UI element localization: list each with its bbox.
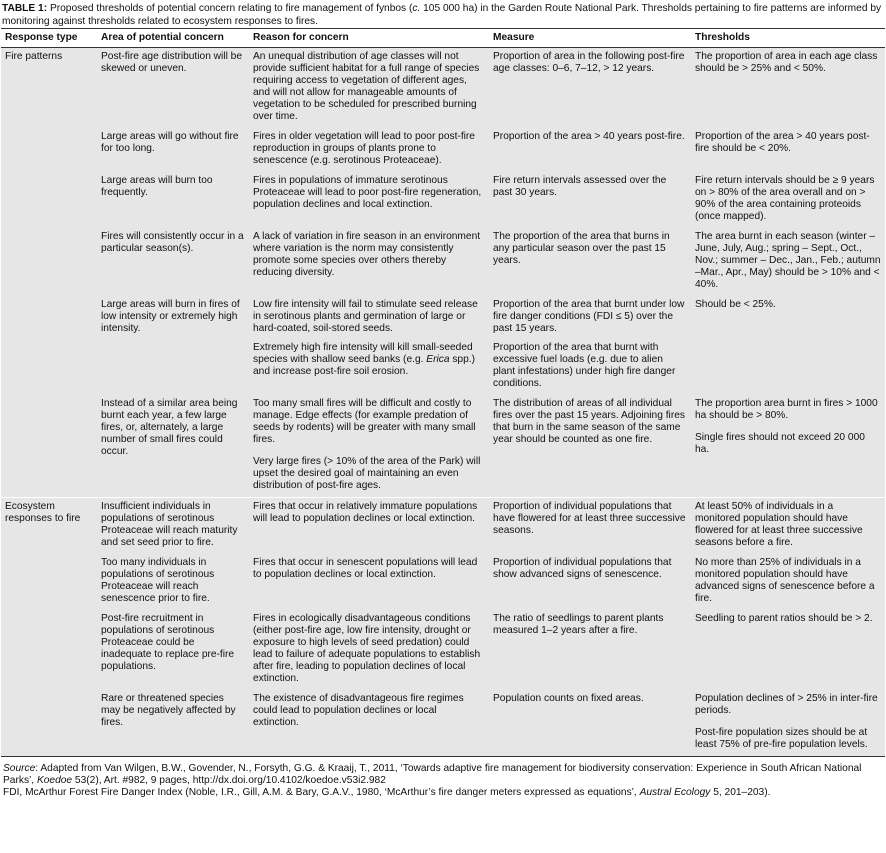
fire-thresholds-table — [1, 28, 885, 756]
table-row — [1, 395, 885, 498]
measure-cell: Proportion of the area that burnt with excessive fuel loads (e.g. due to alien plant infestations) under high fire danger conditions. — [489, 340, 691, 395]
area-cell: Large areas will burn in fires of low intensity or extremely high intensity. — [97, 296, 249, 340]
area-cell: Large areas will go without fire for too long. — [97, 128, 249, 172]
measure-cell: Population counts on fixed areas. — [489, 690, 691, 756]
source-note: Source: Adapted from Van Wilgen, B.W., Govender, N., Forsyth, G.G. & Kraaij, T., 2011, ‘Towards adaptive fire management for biodiversity conservation: Experience in South African National Parks’, Koedoe 53(2), Art. #982, 9 pages, http://dx.doi.org/10.4102/koedoe.v53i2.982 — [3, 763, 862, 786]
group-ecosystem-responses — [1, 498, 885, 757]
area-cell: Insufficient individuals in populations of serotinous Proteaceae will reach maturity and set seed prior to fire. — [97, 498, 249, 555]
threshold-cell: At least 50% of individuals in a monitored population should have flowered for at least three successive seasons before a fire. — [691, 498, 885, 555]
measure-cell: Fire return intervals assessed over the past 30 years. — [489, 172, 691, 228]
group-fire-patterns — [1, 48, 885, 498]
area-cell — [97, 340, 249, 395]
reason-cell: Fires that occur in relatively immature populations will lead to population declines or local extinction. — [249, 498, 489, 555]
reason-cell: Too many small fires will be difficult and costly to manage. Edge effects (for example predation of seeds by rodents) will be greater with many small fires. Very large fires (> 10% of the area of the Park) will upset the desired goal of maintaining an even distribution of post-fire ages. — [249, 395, 489, 498]
threshold-cell: Fire return intervals should be ≥ 9 years on > 80% of the area overall and on > 90% of the area containing proteoids (once mapped). — [691, 172, 885, 228]
table-row — [1, 128, 885, 172]
caption-text: Proposed thresholds of potential concern relating to fire management of fynbos ( — [49, 3, 413, 14]
reason-cell: The existence of disadvantageous fire regimes could lead to population declines or local extinction. — [249, 690, 489, 756]
header-thresholds: Thresholds — [691, 29, 885, 48]
reason-cell: An unequal distribution of age classes will not provide sufficient habitat for a full range of species requiring access to vegetation of different ages, and will not allow for manageable amounts of vegetation to be scheduled for prescribed burning over time. — [249, 48, 489, 129]
table-row — [1, 48, 885, 129]
reason-cell: A lack of variation in fire season in an environment where variation is the norm may consistently promote some species over others thereby reducing diversity. — [249, 228, 489, 296]
reason-cell: Fires in populations of immature serotinous Proteaceae will lead to poor post-fire regeneration, population declines and local extinction. — [249, 172, 489, 228]
measure-cell: Proportion of the area that burnt under low fire danger conditions (FDI ≤ 5) over the past 15 years. — [489, 296, 691, 340]
area-cell: Post-fire age distribution will be skewed or uneven. — [97, 48, 249, 129]
caption-italic: c. — [412, 3, 421, 14]
table-row — [1, 690, 885, 756]
response-type-cell: Ecosystem responses to fire — [1, 498, 97, 555]
table-row — [1, 172, 885, 228]
header-reason: Reason for concern — [249, 29, 489, 48]
measure-cell: The ratio of seedlings to parent plants measured 1–2 years after a fire. — [489, 610, 691, 690]
genus-name: Erica — [426, 354, 450, 365]
threshold-cell: Seedling to parent ratios should be > 2. — [691, 610, 885, 690]
reason-cell: Fires that occur in senescent populations will lead to population declines or local extinction. — [249, 554, 489, 610]
fdi-note: FDI, McArthur Forest Fire Danger Index (Noble, I.R., Gill, A.M. & Bary, G.A.V., 1980, ‘McArthur’s fire danger meters expressed as equations’, Austral Ecology 5, 201–203). — [3, 787, 771, 798]
caption-label: TABLE 1: — [2, 3, 48, 14]
measure-cell: Proportion of individual populations that have flowered for at least three successive seasons. — [489, 498, 691, 555]
table-row — [1, 296, 885, 340]
table-row — [1, 228, 885, 296]
measure-cell: The distribution of areas of all individual fires over the past 15 years. Adjoining fires that burn in the same season of the same year should be counted as one fire. — [489, 395, 691, 498]
threshold-cell: Proportion of the area > 40 years post-fire should be < 20%. — [691, 128, 885, 172]
table-row — [1, 554, 885, 610]
table-caption — [0, 0, 886, 28]
area-cell: Rare or threatened species may be negatively affected by fires. — [97, 690, 249, 756]
caption-text-end: 105 000 ha) in the Garden Route National Park. Thresholds pertaining to fire patterns are informed by monitoring against thresholds related to ecosystem responses to fires. — [2, 3, 882, 27]
header-area: Area of potential concern — [97, 29, 249, 48]
table-row — [1, 610, 885, 690]
measure-cell: Proportion of individual populations that show advanced signs of senescence. — [489, 554, 691, 610]
measure-cell: The proportion of the area that burns in any particular season over the past 15 years. — [489, 228, 691, 296]
threshold-cell — [691, 340, 885, 395]
reason-cell: Extremely high fire intensity will kill small-seeded species with shallow seed banks (e.g. Erica spp.) and increase post-fire soil erosion. — [249, 340, 489, 395]
threshold-cell: No more than 25% of individuals in a monitored population should have advanced signs of senescence before a fire. — [691, 554, 885, 610]
header-response-type: Response type — [1, 29, 97, 48]
threshold-cell: Should be < 25%. — [691, 296, 885, 340]
reason-cell: Fires in ecologically disadvantageous conditions (either post-fire age, low fire intensity, drought or exposure to high levels of seed predation) could lead to failure of adequate populations to establish after fire, leading to population declines of local extinction. — [249, 610, 489, 690]
threshold-cell: The proportion of area in each age class should be > 25% and < 50%. — [691, 48, 885, 129]
table-row — [1, 498, 885, 555]
measure-cell: Proportion of area in the following post-fire age classes: 0–6, 7–12, > 12 years. — [489, 48, 691, 129]
table-row — [1, 340, 885, 395]
threshold-cell: The area burnt in each season (winter – June, July, Aug.; spring – Sept., Oct., Nov.; summer – Dec., Jan., Feb.; autumn –Mar., Apr., May) should be > 10% and < 40%. — [691, 228, 885, 296]
area-cell: Large areas will burn too frequently. — [97, 172, 249, 228]
threshold-cell: The proportion area burnt in fires > 1000 ha should be > 80%. Single fires should not exceed 20 000 ha. — [691, 395, 885, 498]
area-cell: Instead of a similar area being burnt each year, a few large fires, or, alternately, a large number of small fires could occur. — [97, 395, 249, 498]
header-measure: Measure — [489, 29, 691, 48]
reason-cell: Low fire intensity will fail to stimulate seed release in serotinous plants and germination of large or hard-coated, soil-stored seeds. — [249, 296, 489, 340]
area-cell: Fires will consistently occur in a particular season(s). — [97, 228, 249, 296]
header-row — [1, 29, 885, 48]
table-footnotes — [1, 756, 885, 799]
threshold-cell: Population declines of > 25% in inter-fire periods. Post-fire population sizes should be at least 75% of pre-fire population levels. — [691, 690, 885, 756]
reason-cell: Fires in older vegetation will lead to poor post-fire reproduction in groups of plants prone to senescence (e.g. serotinous Proteaceae). — [249, 128, 489, 172]
area-cell: Post-fire recruitment in populations of serotinous Proteaceae could be inadequate to replace pre-fire populations. — [97, 610, 249, 690]
area-cell: Too many individuals in populations of serotinous Proteaceae will reach senescence prior to fire. — [97, 554, 249, 610]
measure-cell: Proportion of the area > 40 years post-fire. — [489, 128, 691, 172]
response-type-cell: Fire patterns — [1, 48, 97, 129]
